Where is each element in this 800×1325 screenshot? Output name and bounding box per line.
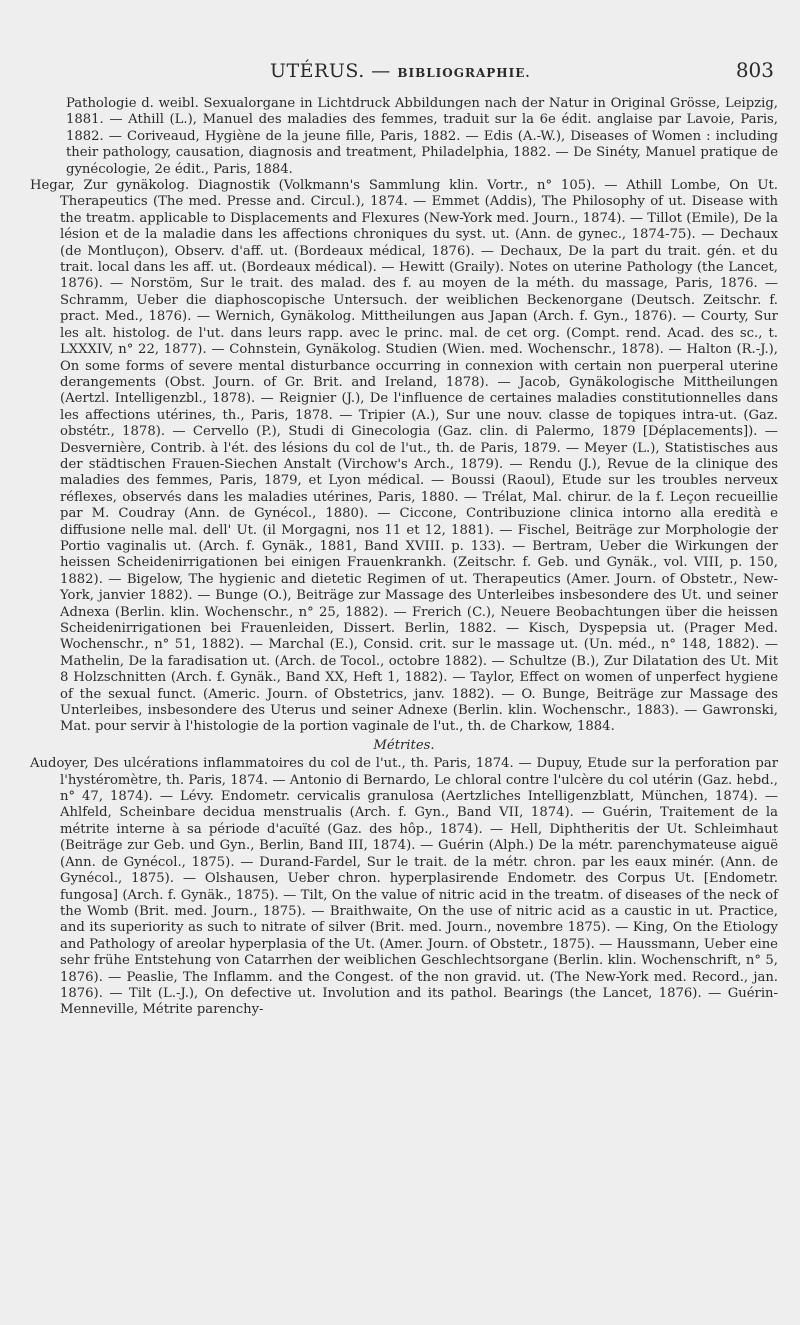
page-number: 803 [735,58,774,82]
running-header [30,58,778,82]
bibliography-body [30,96,778,1019]
running-title [270,60,531,82]
bibliography-paragraph: Pathologie d. weibl. Sexualorgane in Lichtdruck Abbildungen nach der Natur in Original Grösse, Leipzig, 1881. — Athill (L.), Manuel des maladies des femmes, traduit sur la 6e édit. anglaise par Lavoie, Paris, 1882. — Coriveaud, Hygiène de la jeune fille, Paris, 1882. — Edis (A.-W.), Diseases of Women : including their pathology, causation, diagnosis and treatment, Philadelphia, 1882. — De Sinéty, Manuel pratique de gynécologie, 2e édit., Paris, 1884. [66,96,778,177]
section-heading: Métrites. [373,737,435,753]
bibliography-paragraph: Hegar, Zur gynäkolog. Diagnostik (Volkmann's Sammlung klin. Vortr., n° 105). — Athill Lombe, On Ut. Therapeutics (The med. Presse and. Circul.), 1874. — Emmet (Addis), The Philosophy of ut. Disease with the treatm. applicable to Displacements and Flexures (New-York med. Journ., 1874). — Tillot (Emile), De la lésion et de la maladie dans les affections chroniques du syst. ut. (Ann. de gynec., 1874-75). — Dechaux (de Montluçon), Observ. d'aff. ut. (Bordeaux médical, 1876). — Dechaux, De la part du trait. gén. et du trait. local dans les aff. ut. (Bordeaux médical). — Hewitt (Graily). Notes on uterine Pathology (the Lancet, 1876). — Norstöm, Sur le trait. des malad. des f. au moyen de la méth. du massage, Paris, 1876. — Schramm, Ueber die diaphoscopische Untersuch. der weiblichen Beckenorgane (Deutsch. Zeitschr. f. pract. Med., 1876). — Wernich, Gynäkolog. Mittheilungen aus Japan (Arch. f. Gyn., 1876). — Courty, Sur les alt. histolog. de l'ut. dans leurs rapp. avec le princ. mal. de cet org. (Compt. rend. Acad. des sc., t. LXXXIV, n° 22, 1877). — Cohnstein, Gynäkolog. Studien (Wien. med. Wochenschr., 1878). — Halton (R.-J.), On some forms of severe mental disturbance occurring in connexion with certain non puerperal uterine derangements (Obst. Journ. of Gr. Brit. and Ireland, 1878). — Jacob, Gynäkologische Mittheilungen (Aertzl. Intelligenzbl., 1878). — Reignier (J.), De l'influence de certaines maladies constitutionnelles dans les affections utérines, th., Paris, 1878. — Tripier (A.), Sur une nouv. classe de topiques intra-ut. (Gaz. obstétr., 1878). — Cervello (P.), Studi di Ginecologia (Gaz. clin. di Palermo, 1879 [Déplacements]). — Desvernière, Contrib. à l'ét. des lésions du col de l'ut., th. de Paris, 1879. — Meyer (L.), Statistisches aus der städtischen Frauen-Siechen Anstalt (Virchow's Arch., 1879). — Rendu (J.), Revue de la clinique des maladies des femmes, Paris, 1879, et Lyon médical. — Boussi (Raoul), Etude sur les troubles nerveux réflexes, observés dans les maladies utérines, Paris, 1880. — Trélat, Mal. chirur. de la f. Leçon recueillie par M. Coudray (Ann. de Gynécol., 1880). — Ciccone, Contribuzione clinica intorno alla eredità e diffusione nelle mal. dell' Ut. (il Morgagni, nos 11 et 12, 1881). — Fischel, Beiträge zur Morphologie der Portio vaginalis ut. (Arch. f. Gynäk., 1881, Band XVIII. p. 133). — Bertram, Ueber die Wirkungen der heissen Scheidenirrigationen bei einigen Frauenkrankh. (Zeitschr. f. Geb. und Gynäk., vol. VIII, p. 150, 1882). — Bigelow, The hygienic and dietetic Regimen of ut. Therapeutics (Amer. Journ. of Obstetr., New-York, janvier 1882). — Bunge (O.), Beiträge zur Massage des Unterleibes insbesondere des Ut. und seiner Adnexa (Berlin. klin. Wochenschr., n° 25, 1882). — Frerich (C.), Neuere Beobachtungen über die heissen Scheidenirrigationen bei Frauenleiden, Dissert. Berlin, 1882. — Kisch, Dyspepsia ut. (Prager Med. Wochenschr., n° 51, 1882). — Marchal (E.), Consid. crit. sur le massage ut. (Un. méd., n° 148, 1882). — Mathelin, De la faradisation ut. (Arch. de Tocol., octobre 1882). — Schultze (B.), Zur Dilatation des Ut. Mit 8 Holzschnitten (Arch. f. Gynäk., Band XX, Heft 1, 1882). — Taylor, Effect on women of unperfect hygiene of the sexual funct. (Americ. Journ. of Obstetrics, janv. 1882). — O. Bunge, Beiträge zur Massage des Unterleibes, insbesondere des Uterus und seiner Adnexe (Berlin. klin. Wochenschr., 1883). — Gawronski, Mat. pour servir à l'histologie de la portion vaginale de l'ut., th. de Charkow, 1884. [30,178,778,735]
bibliography-paragraph: Audoyer, Des ulcérations inflammatoires du col de l'ut., th. Paris, 1874. — Dupuy, Etude sur la perforation par l'hystéromètre, th. Paris, 1874. — Antonio di Bernardo, Le chloral contre l'ulcère du col utérin (Gaz. hebd., n° 47, 1874). — Lévy. Endometr. cervicalis granulosa (Aertzliches Intelligenzblatt, München, 1874). — Ahlfeld, Scheinbare decidua menstrualis (Arch. f. Gyn., Band VII, 1874). — Guérin, Traitement de la métrite interne à sa période d'acuïté (Gaz. des hôp., 1874). — Hell, Diphtheritis der Ut. Schleimhaut (Beiträge zur Geb. und Gyn., Berlin, Band III, 1874). — Guérin (Alph.) De la métr. parenchymateuse aiguë (Ann. de Gynécol., 1875). — Durand-Fardel, Sur le trait. de la métr. chron. par les eaux minér. (Ann. de Gynécol., 1875). — Olshausen, Ueber chron. hyperplasirende Endometr. des Corpus Ut. [Endometr. fungosa] (Arch. f. Gynäk., 1875). — Tilt, On the value of nitric acid in the treatm. of diseases of the neck of the Womb (Brit. med. Journ., 1875). — Braithwaite, On the use of nitric acid as a caustic in ut. Practice, and its superiority as such to nitrate of silver (Brit. med. Journ., novembre 1875). — King, On the Etiology and Pathology of areolar hyperplasia of the Ut. (Amer. Journ. of Obstetr., 1875). — Haussmann, Ueber eine sehr frühe Entstehung von Catarrhen der weiblichen Geschlechtsorgane (Berlin. klin. Wochenschrift, n° 5, 1876). — Peaslie, The Inflamm. and the Congest. of the non gravid. ut. (The New-York med. Record., jan. 1876). — Tilt (L.-J.), On defective ut. Involution and its pathol. Bearings (the Lancet, 1876). — Guérin-Menneville, Métrite parenchy- [30,756,778,1018]
header-subtitle: BIBLIOGRAPHIE. [397,66,531,80]
header-title: UTÉRUS. — [270,60,398,82]
